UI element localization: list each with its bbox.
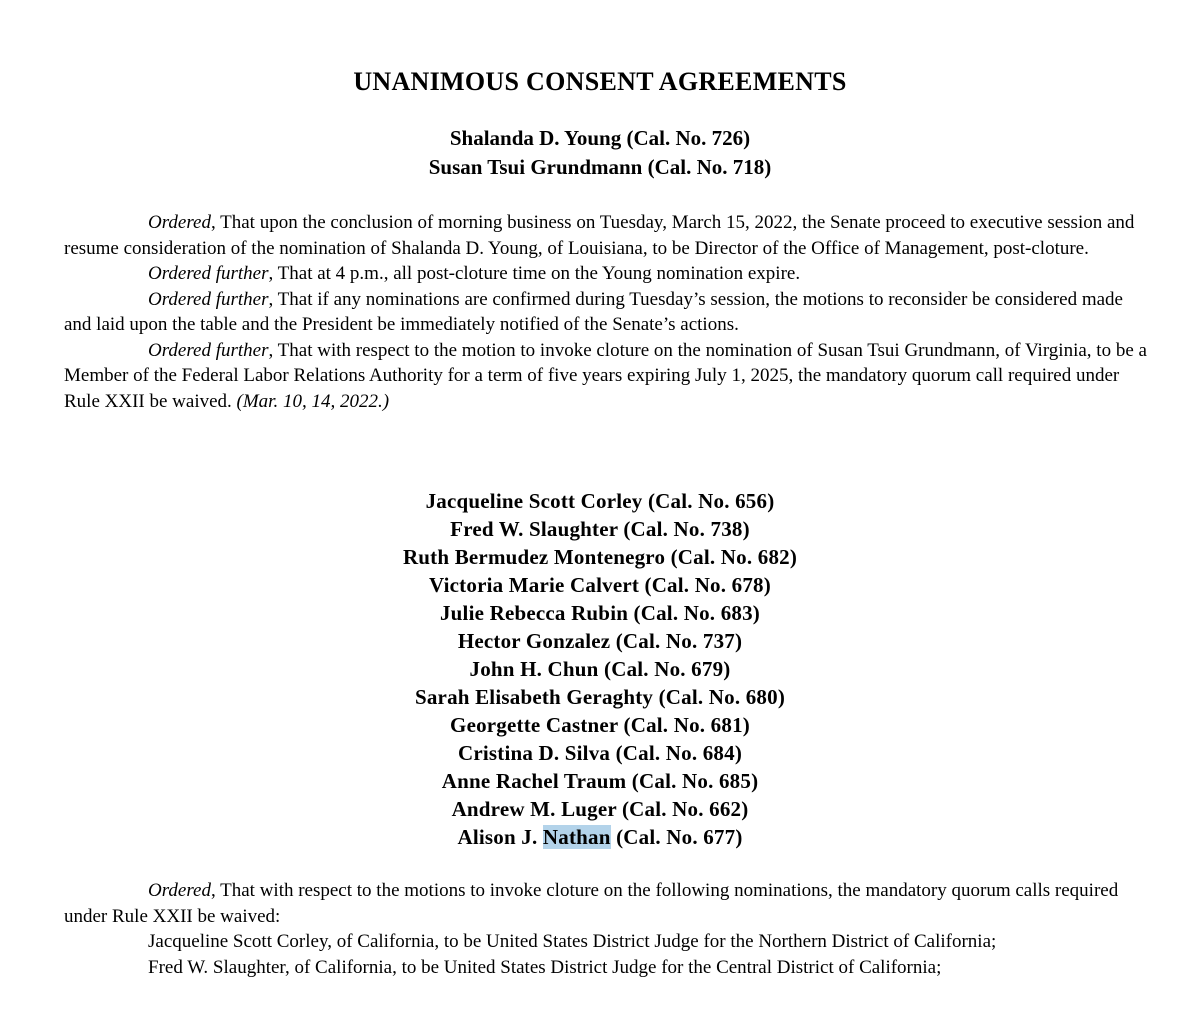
page-title: UNANIMOUS CONSENT AGREEMENTS xyxy=(353,67,847,96)
order-paragraph: Ordered, That with respect to the motions to invoke cloture on the following nominations, the mandatory quorum calls required under Rule XXII be waived: xyxy=(64,880,1119,927)
nominee-heading: Shalanda D. Young (Cal. No. 726) xyxy=(449,126,751,150)
nominee-heading: Andrew M. Luger (Cal. No. 662) xyxy=(451,797,749,821)
order-paragraph: Ordered further, That if any nominations are confirmed during Tuesday’s session, the motions to reconsider be considered made and laid upon the table and the President be immediately notified of the Senate’s actions. xyxy=(64,288,1123,335)
nominee-heading: John H. Chun (Cal. No. 679) xyxy=(469,657,731,681)
nominee-heading: Hector Gonzalez (Cal. No. 737) xyxy=(457,629,743,653)
nominee-heading: Julie Rebecca Rubin (Cal. No. 683) xyxy=(439,601,761,625)
order-paragraph: Ordered, That upon the conclusion of morning business on Tuesday, March 15, 2022, the Senate proceed to executive session and resume consideration of the nomination of Shalanda D. Young, of Louisiana, to be Director of the Office of Management, post-cloture. xyxy=(64,212,1135,259)
order-paragraph: Ordered further, That at 4 p.m., all post-cloture time on the Young nomination expire. xyxy=(148,263,801,284)
date-note: (Mar. 10, 14, 2022.) xyxy=(236,390,390,412)
nominee-heading: Ruth Bermudez Montenegro (Cal. No. 682) xyxy=(402,545,798,569)
nominee-heading: Susan Tsui Grundmann (Cal. No. 718) xyxy=(428,155,772,179)
nomination-entry: Fred W. Slaughter, of California, to be United States District Judge for the Central District of California; xyxy=(148,956,942,978)
nominee-heading: Anne Rachel Traum (Cal. No. 685) xyxy=(441,769,759,793)
nominee-heading: Fred W. Slaughter (Cal. No. 738) xyxy=(450,517,750,541)
nomination-entry: Jacqueline Scott Corley, of California, to be United States District Judge for the Northern District of California; xyxy=(148,931,997,952)
order-paragraphs-2 xyxy=(64,878,1154,980)
nominee-heading-group-2 xyxy=(0,487,1200,851)
nominee-heading: Jacqueline Scott Corley (Cal. No. 656) xyxy=(425,489,775,513)
nominee-heading-highlighted: Alison J. Nathan (Cal. No. 677) xyxy=(457,825,743,849)
nominee-heading: Victoria Marie Calvert (Cal. No. 678) xyxy=(429,573,771,597)
nominee-heading: Cristina D. Silva (Cal. No. 684) xyxy=(457,741,743,765)
text-selection-highlight[interactable]: Nathan xyxy=(542,825,611,849)
nominee-heading: Sarah Elisabeth Geraghty (Cal. No. 680) xyxy=(414,685,786,709)
order-paragraph: Ordered further, That with respect to the motion to invoke cloture on the nomination of Susan Tsui Grundmann, of Virginia, to be a Member of the Federal Labor Relations Authority for a term of five years expiring July 1, 2025, the mandatory quorum call required under Rule XXII be waived. (Mar. 10, 14, 2022.) xyxy=(64,339,1147,412)
nominee-heading-group-1 xyxy=(0,124,1200,182)
order-paragraphs-1 xyxy=(64,210,1154,414)
nominee-heading: Georgette Castner (Cal. No. 681) xyxy=(450,713,750,737)
